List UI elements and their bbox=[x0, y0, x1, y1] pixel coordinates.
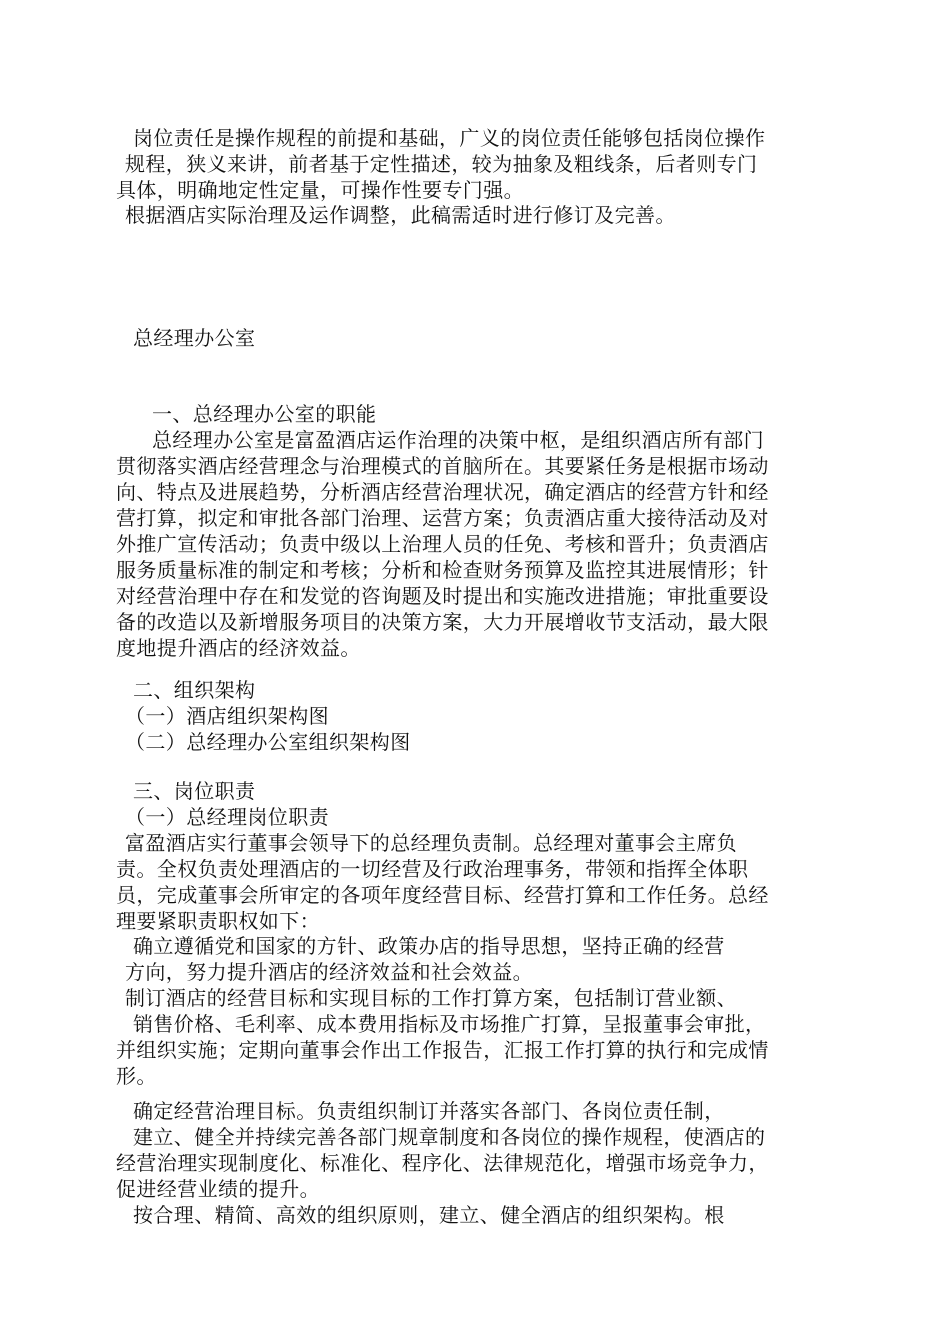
paragraph-line: 促进经营业绩的提升。 bbox=[116, 1177, 320, 1201]
paragraph-line: 按合理、精简、高效的组织原则，建立、健全酒店的组织架构。根 bbox=[133, 1203, 725, 1227]
sub-heading: （一）总经理岗位职责 bbox=[125, 805, 329, 829]
paragraph-line: 外推广宣传活动；负责中级以上治理人员的任免、考核和晋升；负责酒店 bbox=[116, 532, 769, 556]
paragraph-line: 并组织实施；定期向董事会作出工作报告，汇报工作打算的执行和完成情 bbox=[116, 1038, 769, 1062]
paragraph-line: 经营治理实现制度化、标准化、程序化、法律规范化，增强市场竞争力， bbox=[116, 1151, 769, 1175]
paragraph-line: 建立、健全并持续完善各部门规章制度和各岗位的操作规程，使酒店的 bbox=[133, 1125, 766, 1149]
paragraph-line: 度地提升酒店的经济效益。 bbox=[116, 636, 361, 660]
list-item: （二）总经理办公室组织架构图 bbox=[125, 730, 411, 754]
department-title: 总经理办公室 bbox=[133, 326, 256, 350]
intro-line: 规程，狭义来讲，前者基于定性描述，较为抽象及粗线条，后者则专门 bbox=[125, 152, 758, 176]
section-heading: 三、岗位职责 bbox=[133, 779, 256, 803]
intro-line: 具体，明确地定性定量，可操作性要专门强。 bbox=[116, 178, 524, 202]
paragraph-line: 服务质量标准的制定和考核；分析和检查财务预算及监控其进展情形；针 bbox=[116, 558, 769, 582]
paragraph-line: 制订酒店的经营目标和实现目标的工作打算方案，包括制订营业额、 bbox=[125, 986, 737, 1010]
paragraph-line: 营打算，拟定和审批各部门治理、运营方案；负责酒店重大接待活动及对 bbox=[116, 506, 769, 530]
paragraph-line: 形。 bbox=[116, 1064, 157, 1088]
paragraph-line: 方向，努力提升酒店的经济效益和社会效益。 bbox=[125, 960, 533, 984]
paragraph-line: 确立遵循党和国家的方针、政策办店的指导思想，坚持正确的经营 bbox=[133, 934, 725, 958]
paragraph-line: 确定经营治理目标。负责组织制订并落实各部门、各岗位责任制， bbox=[133, 1099, 725, 1123]
list-item: （一）酒店组织架构图 bbox=[125, 704, 329, 728]
paragraph-line: 富盈酒店实行董事会领导下的总经理负责制。总经理对董事会主席负 bbox=[125, 831, 737, 855]
section-heading: 二、组织架构 bbox=[133, 678, 256, 702]
paragraph-line: 向、特点及进展趋势，分析酒店经营治理状况，确定酒店的经营方针和经 bbox=[116, 480, 769, 504]
paragraph-line: 责。全权负责处理酒店的一切经营及行政治理事务，带领和指挥全体职 bbox=[116, 857, 749, 881]
paragraph-line: 对经营治理中存在和发觉的咨询题及时提出和实施改进措施；审批重要设 bbox=[116, 584, 769, 608]
paragraph-line: 理要紧职责职权如下： bbox=[116, 909, 320, 933]
paragraph-line: 总经理办公室是富盈酒店运作治理的决策中枢，是组织酒店所有部门 bbox=[152, 428, 764, 452]
paragraph-line: 员，完成董事会所审定的各项年度经营目标、经营打算和工作任务。总经 bbox=[116, 883, 769, 907]
intro-line: 根据酒店实际治理及运作调整，此稿需适时进行修订及完善。 bbox=[125, 203, 676, 227]
section-heading: 一、总经理办公室的职能 bbox=[152, 402, 377, 426]
paragraph-line: 备的改造以及新增服务项目的决策方案，大力开展增收节支活动，最大限 bbox=[116, 610, 769, 634]
intro-line: 岗位责任是操作规程的前提和基础，广义的岗位责任能够包括岗位操作 bbox=[133, 126, 766, 150]
paragraph-line: 贯彻落实酒店经营理念与治理模式的首脑所在。其要紧任务是根据市场动 bbox=[116, 454, 769, 478]
paragraph-line: 销售价格、毛利率、成本费用指标及市场推广打算，呈报董事会审批， bbox=[133, 1012, 766, 1036]
